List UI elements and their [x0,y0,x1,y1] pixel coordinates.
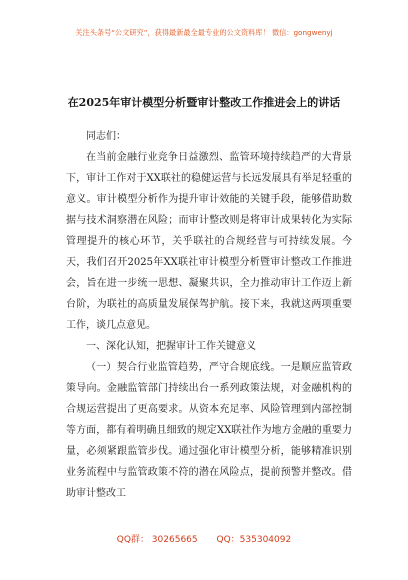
footer-qq: QQ：535304092 [216,535,292,545]
intro-paragraph: 在当前金融行业竞争日益激烈、监管环境持续趋严的大背景下，审计工作对于XX联社的稳健运营与长远发展具有举足轻重的意义。审计模型分析作为提升审计效能的关键手段，能够借助数据与技术洞察潜在风险；而审计整改则是将审计成果转化为实际管理提升的核心环节，关乎联社的合规经营与可持续发展。今天，我们召开2025年XX联社审计模型分析暨审计整改工作推进会，旨在进一步统一思想、凝聚共识，全力推动审计工作迈上新台阶，为联社的高质量发展保驾护航。接下来，我就这两项重要工作，谈几点意见。 [66,152,352,331]
footer-contacts [0,532,408,545]
document-body [66,126,352,504]
subsection-heading: （一）契合行业监管趋势，严守合规底线。 [86,362,281,373]
salutation: 同志们： [86,131,126,142]
header-notice: 关注头条号“公文研究”，获得最新最全最专业的公文资料库！ 微信：gongwenyj [75,28,333,37]
section-heading: 一、深化认知，把握审计工作关键意义 [86,341,256,352]
document-title: 在2025年审计模型分析暨审计整改工作推进会上的讲话 [67,96,341,109]
subsection-paragraph [66,357,352,504]
footer-qq-group: QQ群： 30265665 [116,535,198,545]
subsection-text: 一是顺应监管政策导向。金融监管部门持续出台一系列政策法规，对金融机构的合规运营提出了更高要求。从资本充足率、风险管理到内部控制等方面，都有着明确且细致的规定XX联社作为地方金融的重要力量，必须紧跟监管步伐。通过强化审计模型分析，能够精准识别业务流程中与监管政策不符的潜在风险点，提前预警并整改。借助审计整改工 [66,362,353,499]
